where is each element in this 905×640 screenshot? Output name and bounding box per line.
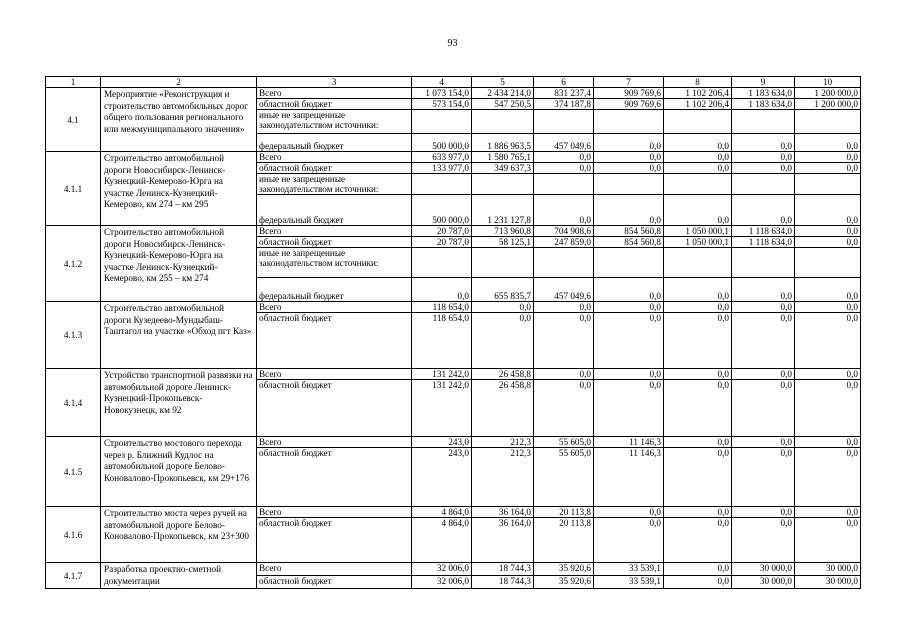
amount-cell: 133 977,0: [412, 163, 472, 174]
amount-cell: 0,0: [594, 518, 664, 563]
funding-source: Всего: [257, 88, 412, 99]
amount-cell: 11 146,3: [594, 448, 664, 507]
amount-cell: 0,0: [534, 163, 594, 174]
amount-cell: 118 654,0: [412, 302, 472, 313]
header-row: [46, 77, 861, 88]
amount-cell: 0,0: [594, 278, 664, 302]
table-row: [46, 437, 861, 448]
amount-cell: 0,0: [732, 152, 795, 163]
amount-cell: 0,0: [732, 134, 795, 152]
amount-cell: 0,0: [534, 195, 594, 226]
amount-cell: 0,0: [795, 302, 861, 313]
amount-cell: 26 458,8: [472, 380, 534, 437]
amount-cell: 0,0: [472, 302, 534, 313]
amount-cell: [664, 248, 732, 278]
amount-cell: [412, 248, 472, 278]
amount-cell: [412, 110, 472, 134]
funding-source: областной бюджет: [257, 163, 412, 174]
amount-cell: 1 200 000,0: [795, 88, 861, 99]
amount-cell: 0,0: [732, 195, 795, 226]
funding-source: Всего: [257, 302, 412, 313]
amount-cell: 0,0: [795, 369, 861, 380]
budget-table: [45, 76, 861, 589]
amount-cell: 1 231 127,8: [472, 195, 534, 226]
amount-cell: 131 242,0: [412, 380, 472, 437]
item-number: 4.1.5: [46, 437, 101, 507]
amount-cell: 0,0: [534, 380, 594, 437]
amount-cell: 1 183 634,0: [732, 99, 795, 110]
amount-cell: 909 769,6: [594, 99, 664, 110]
amount-cell: 0,0: [534, 369, 594, 380]
amount-cell: 0,0: [732, 507, 795, 518]
amount-cell: 32 006,0: [412, 576, 472, 589]
amount-cell: [412, 174, 472, 195]
amount-cell: 0,0: [594, 369, 664, 380]
amount-cell: 0,0: [664, 195, 732, 226]
amount-cell: [732, 110, 795, 134]
amount-cell: [664, 174, 732, 195]
funding-source: федеральный бюджет: [257, 195, 412, 226]
amount-cell: 18 744,3: [472, 563, 534, 576]
amount-cell: 1 886 963,5: [472, 134, 534, 152]
amount-cell: 457 049,6: [534, 278, 594, 302]
column-header: 7: [594, 77, 664, 88]
amount-cell: 0,0: [732, 437, 795, 448]
column-header: 10: [795, 77, 861, 88]
amount-cell: 0,0: [732, 380, 795, 437]
item-name: Строительство автомобильной дороги Кузедеево-Мундыбаш-Таштагол на участке «Обход пгт Каз»: [101, 302, 257, 369]
amount-cell: 0,0: [594, 152, 664, 163]
amount-cell: [732, 248, 795, 278]
amount-cell: 0,0: [534, 313, 594, 369]
amount-cell: [472, 110, 534, 134]
column-header: 2: [101, 77, 257, 88]
amount-cell: 33 539,1: [594, 576, 664, 589]
amount-cell: [795, 174, 861, 195]
amount-cell: 0,0: [795, 134, 861, 152]
funding-source: федеральный бюджет: [257, 278, 412, 302]
amount-cell: 0,0: [594, 507, 664, 518]
amount-cell: 0,0: [732, 163, 795, 174]
amount-cell: 118 654,0: [412, 313, 472, 369]
funding-source: Всего: [257, 226, 412, 237]
amount-cell: 0,0: [795, 195, 861, 226]
amount-cell: 20 787,0: [412, 226, 472, 237]
funding-source: областной бюджет: [257, 237, 412, 248]
amount-cell: 55 605,0: [534, 448, 594, 507]
amount-cell: 33 539,1: [594, 563, 664, 576]
amount-cell: 1 102 206,4: [664, 99, 732, 110]
amount-cell: 0,0: [795, 163, 861, 174]
funding-source: областной бюджет: [257, 99, 412, 110]
amount-cell: 349 637,3: [472, 163, 534, 174]
amount-cell: 0,0: [732, 448, 795, 507]
amount-cell: 1 118 634,0: [732, 226, 795, 237]
amount-cell: 35 920,6: [534, 563, 594, 576]
amount-cell: 573 154,0: [412, 99, 472, 110]
item-name: Строительство мостового перехода через р. Ближний Кудлос на автомобильной дороге Белово-Коновалово-Прокопьевск, км 29+176: [101, 437, 257, 507]
amount-cell: 36 164,0: [472, 518, 534, 563]
amount-cell: [472, 248, 534, 278]
item-name: Устройство транспортной развязки на автомобильной дороге Ленинск-Кузнецкий-Прокопьевск-Новокузнецк, км 92: [101, 369, 257, 437]
item-name: Строительство моста через ручей на автомобильной дороге Белово-Коновалово-Прокопьевск, км 23+300: [101, 507, 257, 563]
amount-cell: 0,0: [664, 518, 732, 563]
funding-source: Всего: [257, 507, 412, 518]
table-row: [46, 302, 861, 313]
amount-cell: [664, 110, 732, 134]
amount-cell: 0,0: [594, 302, 664, 313]
amount-cell: 30 000,0: [795, 563, 861, 576]
amount-cell: 4 864,0: [412, 518, 472, 563]
item-name: Разработка проектно-сметной документации: [101, 563, 257, 589]
amount-cell: 0,0: [795, 313, 861, 369]
amount-cell: [795, 248, 861, 278]
item-number: 4.1.2: [46, 226, 101, 302]
amount-cell: 0,0: [664, 278, 732, 302]
amount-cell: 1 200 000,0: [795, 99, 861, 110]
amount-cell: [534, 174, 594, 195]
amount-cell: 243,0: [412, 448, 472, 507]
amount-cell: 633 977,0: [412, 152, 472, 163]
amount-cell: 0,0: [412, 278, 472, 302]
amount-cell: 0,0: [472, 313, 534, 369]
amount-cell: 0,0: [664, 134, 732, 152]
funding-source: Всего: [257, 152, 412, 163]
page-number: 93: [447, 38, 458, 49]
amount-cell: [594, 110, 664, 134]
amount-cell: 20 113,8: [534, 507, 594, 518]
column-header: 3: [257, 77, 412, 88]
column-header: 6: [534, 77, 594, 88]
amount-cell: [534, 110, 594, 134]
column-header: 1: [46, 77, 101, 88]
amount-cell: 704 908,6: [534, 226, 594, 237]
amount-cell: 1 118 634,0: [732, 237, 795, 248]
amount-cell: 30 000,0: [795, 576, 861, 589]
amount-cell: 0,0: [594, 313, 664, 369]
amount-cell: 0,0: [534, 152, 594, 163]
amount-cell: 0,0: [664, 152, 732, 163]
item-number: 4.1.7: [46, 563, 101, 589]
funding-source: областной бюджет: [257, 380, 412, 437]
amount-cell: [594, 248, 664, 278]
amount-cell: 0,0: [732, 518, 795, 563]
column-header: 9: [732, 77, 795, 88]
amount-cell: 0,0: [732, 369, 795, 380]
amount-cell: 212,3: [472, 448, 534, 507]
item-name: Строительство автомобильной дороги Новосибирск-Ленинск-Кузнецкий-Кемерово-Юрга на участке Ленинск-Кузнецкий-Кемерово, км 274 – км 295: [101, 152, 257, 226]
amount-cell: 0,0: [664, 302, 732, 313]
amount-cell: 0,0: [795, 380, 861, 437]
amount-cell: 0,0: [664, 369, 732, 380]
amount-cell: 0,0: [664, 576, 732, 589]
amount-cell: 131 242,0: [412, 369, 472, 380]
amount-cell: 1 073 154,0: [412, 88, 472, 99]
amount-cell: [732, 174, 795, 195]
amount-cell: [472, 174, 534, 195]
amount-cell: 655 835,7: [472, 278, 534, 302]
amount-cell: 0,0: [795, 448, 861, 507]
amount-cell: 457 049,6: [534, 134, 594, 152]
funding-source: федеральный бюджет: [257, 134, 412, 152]
amount-cell: 0,0: [795, 437, 861, 448]
item-number: 4.1.4: [46, 369, 101, 437]
amount-cell: 11 146,3: [594, 437, 664, 448]
amount-cell: 0,0: [795, 507, 861, 518]
amount-cell: [795, 110, 861, 134]
amount-cell: 18 744,3: [472, 576, 534, 589]
amount-cell: 2 434 214,0: [472, 88, 534, 99]
amount-cell: 854 560,8: [594, 237, 664, 248]
amount-cell: 0,0: [664, 163, 732, 174]
amount-cell: 212,3: [472, 437, 534, 448]
amount-cell: 0,0: [594, 195, 664, 226]
amount-cell: 0,0: [732, 313, 795, 369]
amount-cell: 26 458,8: [472, 369, 534, 380]
amount-cell: 0,0: [732, 278, 795, 302]
amount-cell: 247 859,0: [534, 237, 594, 248]
amount-cell: 0,0: [664, 563, 732, 576]
amount-cell: 831 237,4: [534, 88, 594, 99]
amount-cell: 1 580 765,1: [472, 152, 534, 163]
amount-cell: 20 113,8: [534, 518, 594, 563]
funding-source: иные не запрещенные законодательством источники:: [257, 110, 412, 134]
amount-cell: 30 000,0: [732, 563, 795, 576]
table-row: [46, 226, 861, 237]
amount-cell: 32 006,0: [412, 563, 472, 576]
item-name: Мероприятие «Реконструкция и строительство автомобильных дорог общего пользования регионального или межмуниципального значения»: [101, 88, 257, 152]
funding-source: областной бюджет: [257, 313, 412, 369]
table-row: [46, 88, 861, 99]
amount-cell: 0,0: [795, 237, 861, 248]
column-header: 4: [412, 77, 472, 88]
item-number: 4.1.6: [46, 507, 101, 563]
funding-source: Всего: [257, 563, 412, 576]
amount-cell: 0,0: [664, 507, 732, 518]
amount-cell: 55 605,0: [534, 437, 594, 448]
amount-cell: 36 164,0: [472, 507, 534, 518]
amount-cell: 1 050 000,1: [664, 226, 732, 237]
amount-cell: 243,0: [412, 437, 472, 448]
amount-cell: [594, 174, 664, 195]
funding-source: Всего: [257, 369, 412, 380]
amount-cell: 854 560,8: [594, 226, 664, 237]
amount-cell: 713 960,8: [472, 226, 534, 237]
funding-source: областной бюджет: [257, 576, 412, 589]
funding-source: областной бюджет: [257, 518, 412, 563]
amount-cell: 500 000,0: [412, 195, 472, 226]
funding-source: областной бюджет: [257, 448, 412, 507]
amount-cell: 500 000,0: [412, 134, 472, 152]
amount-cell: 0,0: [594, 380, 664, 437]
amount-cell: 0,0: [534, 302, 594, 313]
amount-cell: 0,0: [594, 134, 664, 152]
column-header: 5: [472, 77, 534, 88]
amount-cell: 374 187,8: [534, 99, 594, 110]
amount-cell: 0,0: [594, 163, 664, 174]
amount-cell: [534, 248, 594, 278]
amount-cell: 0,0: [795, 226, 861, 237]
amount-cell: 58 125,1: [472, 237, 534, 248]
item-number: 4.1.3: [46, 302, 101, 369]
column-header: 8: [664, 77, 732, 88]
item-number: 4.1: [46, 88, 101, 152]
amount-cell: 0,0: [664, 380, 732, 437]
amount-cell: 1 050 000,1: [664, 237, 732, 248]
amount-cell: 30 000,0: [732, 576, 795, 589]
amount-cell: 20 787,0: [412, 237, 472, 248]
funding-source: иные не запрещенные законодательством источники:: [257, 174, 412, 195]
amount-cell: 547 250,5: [472, 99, 534, 110]
amount-cell: 909 769,6: [594, 88, 664, 99]
funding-source: Всего: [257, 437, 412, 448]
funding-source: иные не запрещенные законодательством источники:: [257, 248, 412, 278]
amount-cell: 0,0: [732, 302, 795, 313]
table-row: [46, 563, 861, 576]
amount-cell: 0,0: [664, 448, 732, 507]
amount-cell: 0,0: [795, 518, 861, 563]
item-name: Строительство автомобильной дороги Новосибирск-Ленинск-Кузнецкий-Кемерово-Юрга на участке Ленинск-Кузнецкий-Кемерово, км 255 – км 274: [101, 226, 257, 302]
amount-cell: 1 102 206,4: [664, 88, 732, 99]
item-number: 4.1.1: [46, 152, 101, 226]
table-row: [46, 369, 861, 380]
amount-cell: 4 864,0: [412, 507, 472, 518]
amount-cell: 35 920,6: [534, 576, 594, 589]
table-row: [46, 507, 861, 518]
amount-cell: 1 183 634,0: [732, 88, 795, 99]
amount-cell: 0,0: [664, 313, 732, 369]
amount-cell: 0,0: [795, 278, 861, 302]
amount-cell: 0,0: [664, 437, 732, 448]
amount-cell: 0,0: [795, 152, 861, 163]
table-row: [46, 152, 861, 163]
